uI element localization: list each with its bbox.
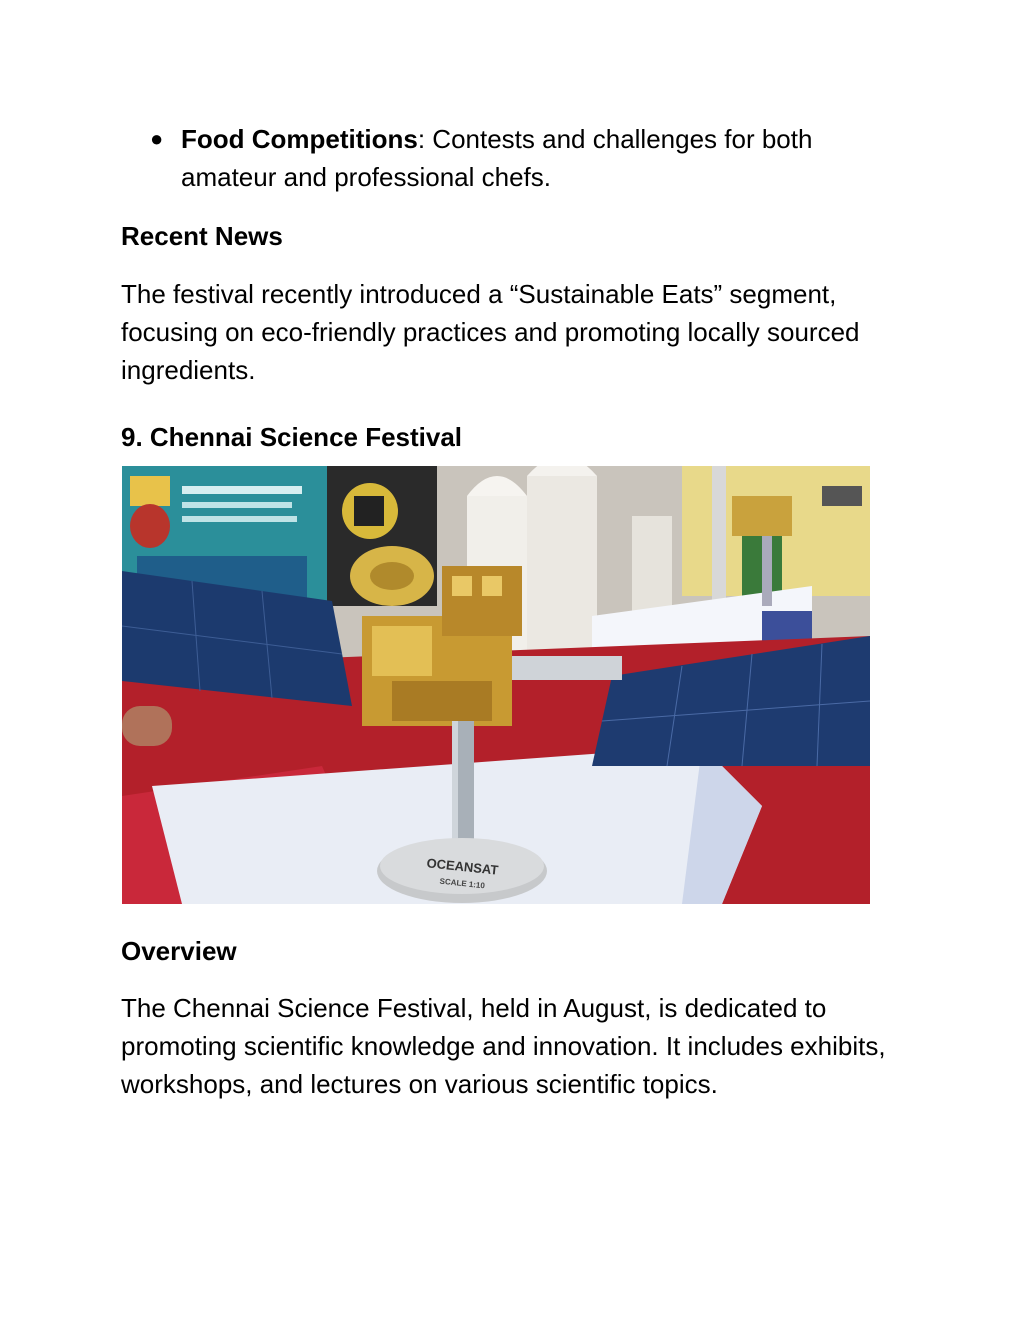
bullet-text xyxy=(181,120,910,196)
bullet-dot: ● xyxy=(150,126,164,151)
oceansat-model-photo xyxy=(122,466,870,904)
base-label-line2: SCALE 1:10 xyxy=(439,876,486,891)
recent-news-paragraph: The festival recently introduced a “Sustainable Eats” segment, focusing on eco-friendly practices and promoting locally sourced ingredients. xyxy=(121,279,860,385)
overview-paragraph: The Chennai Science Festival, held in August, is dedicated to promoting scientific knowledge and innovation. It includes exhibits, workshops, and lectures on various scientific topics. xyxy=(121,993,886,1099)
section-heading: 9. Chennai Science Festival xyxy=(121,422,463,452)
bullet-term: Food Competitions xyxy=(181,124,418,154)
base-label-line1: OCEANSAT xyxy=(425,855,500,878)
food-competitions-bullet xyxy=(150,120,910,196)
overview-heading: Overview xyxy=(121,936,237,966)
recent-news-heading: Recent News xyxy=(121,221,283,251)
bullet-description: : Contests and challenges for both amateur and professional chefs. xyxy=(181,124,813,192)
